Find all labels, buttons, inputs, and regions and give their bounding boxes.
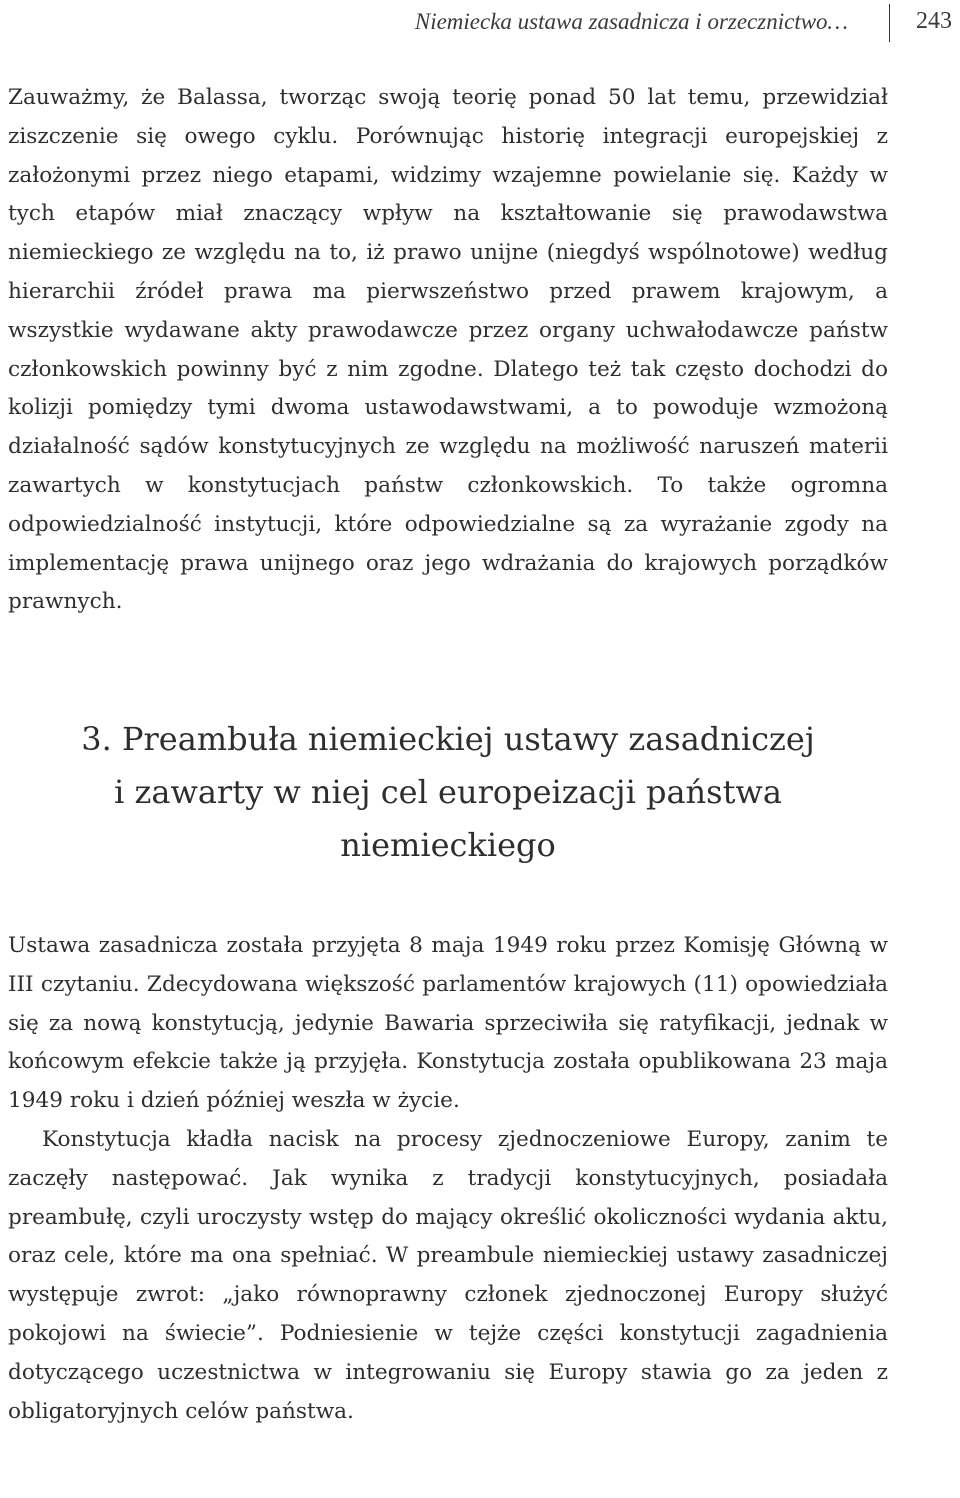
running-title: Niemiecka ustawa zasadnicza i orzecznictwo… [414,9,848,34]
header-divider [889,4,890,42]
section-paragraph-1: Ustawa zasadnicza została przyjęta 8 maja 1949 roku przez Komisję Główną w III czytaniu. Zdecydowana większość parlamentów krajowych (11) opowiedziała się za nową konstytucją, jedynie Bawaria sprzeciwiła się ratyfikacji, jednak w końcowym efekcie także ją przyjęła. Konstytucja została opublikowana 23 maja 1949 roku i dzień później weszła w życie. [8,933,888,1114]
section-body [8,927,888,1431]
section-heading-line-1: 3. Preambuła niemieckiej ustawy zasadniczej [81,720,815,758]
section-heading-line-2: i zawarty w niej cel europeizacji państwa [114,773,782,811]
intro-paragraph: Zauważmy, że Balassa, tworząc swoją teorię ponad 50 lat temu, przewidział ziszczenie się owego cyklu. Porównując historię integracji europejskiej z założonymi przez niego etapami, widzimy wzajemne powielanie się. Każdy w tych etapów miał znaczący wpływ na kształtowanie się prawodawstwa niemieckiego ze względu na to, iż prawo unijne (niegdyś wspólnotowe) według hierarchii źródeł prawa ma pierwszeństwo przed prawem krajowym, a wszystkie wydawane akty prawodawcze przez organy uchwałodawcze państw członkowskich powinny być z nim zgodne. Dlatego też tak często dochodzi do kolizji pomiędzy tymi dwoma ustawodawstwami, a to powoduje wzmożoną działalność sądów konstytucyjnych ze względu na możliwość naruszeń materii zawartych w konstytucjach państw członkowskich. To także ogromna odpowiedzialność instytucji, które odpowiedzialne są za wyrażanie zgody na implementację prawa unijnego oraz jego wdrażania do krajowych porządków prawnych. [8,85,888,615]
page-number: 243 [916,8,952,34]
section-heading [8,713,888,872]
running-header [0,0,960,44]
section-heading-line-3: niemieckiego [340,826,556,864]
section-paragraph-2: Konstytucja kładła nacisk na procesy zjednoczeniowe Europy, zanim te zaczęły następować. Jak wynika z tradycji konstytucyjnych, posiadała preambułę, czyli uroczysty wstęp do mający określić okoliczności wydania aktu, oraz cele, które ma ona spełniać. W preambule niemieckiej ustawy zasadniczej występuje zwrot: „jako równoprawny członek zjednoczonej Europy służyć pokojowi na świecie”. Podniesienie w tejże części konstytucji zagadnienia dotyczącego uczestnictwa w integrowaniu się Europy stawia go za jeden z obligatoryjnych celów państwa. [8,1126,888,1424]
